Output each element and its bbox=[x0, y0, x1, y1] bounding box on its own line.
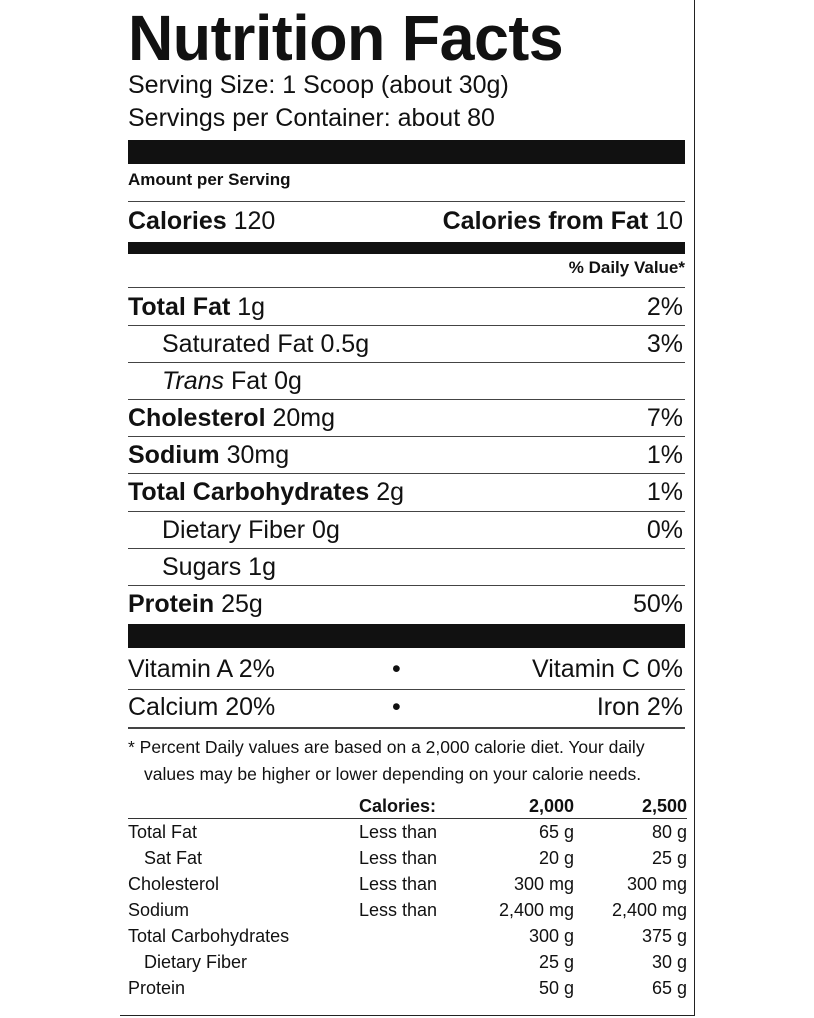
table-header-cell bbox=[128, 794, 359, 819]
nutrient-label: Protein bbox=[128, 590, 215, 618]
table-cell: 300 mg bbox=[626, 873, 687, 894]
table-cell: 65 g bbox=[651, 977, 687, 998]
nutrient-amount: 30mg bbox=[226, 441, 290, 469]
divider bbox=[128, 201, 685, 202]
nutrient-amount: 25g bbox=[221, 590, 263, 618]
table-header-row bbox=[128, 794, 687, 819]
nutrient-amount: 0g bbox=[312, 516, 340, 544]
nutrient-amount: 0g bbox=[274, 367, 302, 395]
vitamin-row bbox=[128, 690, 685, 726]
table-cell: Total Carbohydrates bbox=[128, 925, 290, 946]
nutrient-row-sodium bbox=[128, 437, 685, 473]
table-cell: 30 g bbox=[651, 951, 687, 972]
nutrient-amount: 0.5g bbox=[320, 330, 370, 358]
nutrient-row-trans-fat bbox=[128, 363, 685, 399]
nutrient-label: Saturated Fat bbox=[162, 330, 314, 358]
vitamin-left: Calcium 20% bbox=[128, 693, 276, 721]
nutrient-label: Total Fat bbox=[128, 293, 231, 321]
table-cell: 65 g bbox=[538, 821, 574, 842]
calories-fat-label: Calories from Fat bbox=[442, 207, 649, 235]
nutrient-amount: 20mg bbox=[272, 404, 336, 432]
nutrient-row-cholesterol bbox=[128, 400, 685, 436]
table-cell: 2,400 mg bbox=[498, 899, 574, 920]
nutrient-label-italic: Trans bbox=[162, 367, 225, 395]
table-cell: 2,400 mg bbox=[611, 899, 687, 920]
bullet-separator: • bbox=[392, 655, 401, 683]
table-cell: 50 g bbox=[538, 977, 574, 998]
nutrient-row-saturated-fat bbox=[128, 326, 685, 362]
table-cell: 80 g bbox=[651, 821, 687, 842]
table-cell: Less than bbox=[359, 821, 438, 842]
vitamin-right: Iron 2% bbox=[596, 693, 683, 721]
calories-fat-value: 10 bbox=[655, 207, 683, 235]
table-row bbox=[128, 845, 687, 871]
table-row bbox=[128, 923, 687, 949]
nutrient-amount: 1g bbox=[248, 553, 276, 581]
table-cell: Sat Fat bbox=[144, 847, 203, 868]
table-cell: Less than bbox=[359, 899, 438, 920]
vitamin-right: Vitamin C 0% bbox=[532, 655, 683, 683]
table-row bbox=[128, 897, 687, 923]
nutrient-dv: 3% bbox=[646, 330, 683, 358]
table-cell: Total Fat bbox=[128, 821, 198, 842]
table-cell: 300 mg bbox=[513, 873, 574, 894]
nutrient-row-total-carbohydrates bbox=[128, 474, 685, 510]
nutrient-row-sugars bbox=[128, 549, 685, 585]
table-cell: Protein bbox=[128, 977, 186, 998]
table-header-cell: Calories: bbox=[359, 794, 469, 819]
calories-label: Calories bbox=[128, 207, 227, 235]
table-cell bbox=[359, 949, 469, 975]
vitamin-row bbox=[128, 652, 685, 688]
nutrient-dv: 2% bbox=[646, 293, 683, 321]
table-row bbox=[128, 949, 687, 975]
nutrient-row-dietary-fiber bbox=[128, 512, 685, 548]
table-cell: 25 g bbox=[651, 847, 687, 868]
table-row bbox=[128, 975, 687, 1001]
vitamin-left: Vitamin A 2% bbox=[128, 655, 275, 683]
nutrient-label: Dietary Fiber bbox=[162, 516, 306, 544]
nutrient-row-protein bbox=[128, 586, 685, 622]
table-cell: Cholesterol bbox=[128, 873, 220, 894]
nutrient-row-total-fat bbox=[128, 289, 685, 325]
table-cell: 25 g bbox=[538, 951, 574, 972]
table-cell: Less than bbox=[359, 873, 438, 894]
nutrient-label: Sugars bbox=[162, 553, 242, 581]
thick-bar-top bbox=[128, 140, 685, 164]
thick-bar-bottom bbox=[128, 624, 685, 648]
medium-bar bbox=[128, 242, 685, 254]
nutrient-label: Cholesterol bbox=[128, 404, 266, 432]
label-title: Nutrition Facts bbox=[128, 2, 564, 74]
table-header-cell: 2,000 bbox=[469, 794, 574, 819]
servings-per-container: Servings per Container: about 80 bbox=[128, 104, 495, 132]
nutrient-amount: 1g bbox=[237, 293, 266, 321]
bullet-separator: • bbox=[392, 693, 401, 721]
nutrient-label: Total Carbohydrates bbox=[128, 478, 370, 506]
table-cell bbox=[359, 975, 469, 1001]
footnote-line-1: * Percent Daily values are based on a 2,000 calorie diet. Your daily bbox=[128, 737, 645, 757]
serving-size: Serving Size: 1 Scoop (about 30g) bbox=[128, 71, 509, 99]
calories-row bbox=[128, 203, 685, 239]
table-cell: Less than bbox=[359, 847, 438, 868]
nutrient-dv: 0% bbox=[646, 516, 683, 544]
table-cell: Sodium bbox=[128, 899, 190, 920]
divider bbox=[128, 287, 685, 288]
divider bbox=[128, 727, 685, 729]
footnote-line-2: values may be higher or lower depending on your calorie needs. bbox=[144, 764, 642, 784]
nutrient-dv: 7% bbox=[646, 404, 683, 432]
table-header-cell: 2,500 bbox=[574, 794, 687, 819]
table-cell: 375 g bbox=[641, 925, 687, 946]
nutrient-dv: 1% bbox=[646, 441, 683, 469]
calories-value: 120 bbox=[233, 207, 276, 235]
table-cell bbox=[359, 923, 469, 949]
table-cell: 300 g bbox=[528, 925, 574, 946]
table-row bbox=[128, 819, 687, 846]
nutrient-dv: 50% bbox=[632, 590, 683, 618]
nutrient-amount: 2g bbox=[376, 478, 405, 506]
nutrient-label: Sodium bbox=[128, 441, 220, 469]
amount-per-serving: Amount per Serving bbox=[128, 170, 291, 189]
nutrient-label: Fat bbox=[231, 367, 268, 395]
daily-value-reference-table bbox=[128, 794, 687, 1001]
table-cell: Dietary Fiber bbox=[144, 951, 248, 972]
table-cell: 20 g bbox=[538, 847, 574, 868]
daily-value-header: % Daily Value* bbox=[568, 258, 685, 277]
table-row bbox=[128, 871, 687, 897]
nutrient-dv: 1% bbox=[646, 478, 683, 506]
